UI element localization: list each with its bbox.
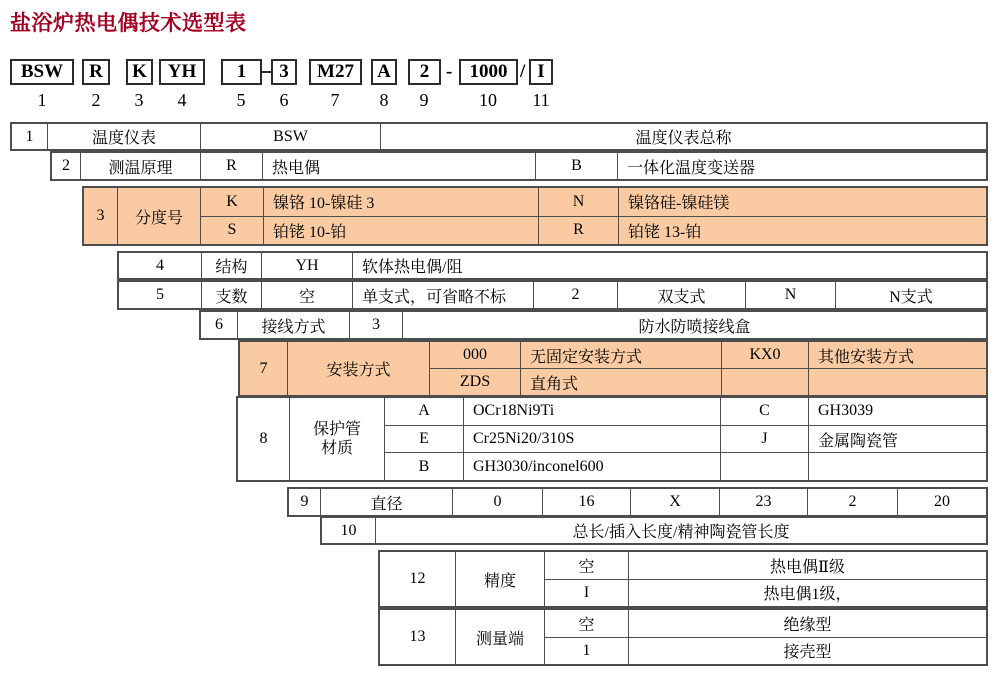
code-box-2: 2 — [408, 59, 441, 85]
row8-value-a: OCr18Ni9Ti — [463, 398, 720, 425]
row7-key-blank — [721, 369, 808, 395]
code-num-5: 5 — [236, 90, 246, 110]
row4-num: 4 — [156, 256, 164, 274]
row8-label: 保护管材质 — [289, 398, 384, 480]
row9-cell-5: 2 — [807, 489, 897, 515]
row5-key-empty: 空 — [261, 282, 352, 308]
row6-key-3: 3 — [349, 312, 402, 338]
row2-num: 2 — [62, 157, 70, 174]
row12-key-empty: 空 — [578, 558, 595, 576]
row8-key-a: A — [418, 402, 430, 420]
row7-value-blank — [808, 369, 986, 395]
code-connector-line — [262, 71, 271, 73]
row8-subrow-2 — [385, 425, 986, 453]
row6-num: 6 — [215, 316, 223, 333]
code-box-yh: YH — [159, 59, 205, 85]
code-box-bsw: BSW — [10, 59, 74, 85]
code-box-i: I — [529, 59, 553, 85]
row8-subrow-1 — [385, 398, 986, 425]
code-num-8: 8 — [379, 90, 389, 110]
row3-num: 3 — [96, 207, 105, 224]
table-row-10 — [320, 516, 988, 545]
row13-label: 测量端 — [455, 610, 544, 664]
row1-num: 1 — [25, 127, 34, 145]
row8-key-b: B — [418, 457, 430, 475]
row1-code: BSW — [200, 124, 380, 149]
row2-value-b: 一体化温度变送器 — [617, 153, 986, 179]
row13-key-empty: 空 — [578, 616, 595, 634]
code-num-9: 9 — [419, 90, 429, 110]
row5-value-n: N支式 — [835, 282, 986, 308]
code-num-4: 4 — [177, 90, 187, 110]
row13-value-grounded: 接壳型 — [628, 638, 986, 665]
row7-subrow-1 — [430, 342, 986, 368]
row3-key-k: K — [226, 192, 238, 210]
row6-label: 接线方式 — [237, 312, 349, 338]
row3-subrow-1 — [201, 188, 986, 216]
row4-key-yh: YH — [261, 253, 352, 278]
row7-key-000: 000 — [463, 346, 487, 363]
row4-value-yh: 软体热电偶/阻 — [352, 253, 986, 278]
row3-key-s: S — [227, 221, 237, 239]
row12-value-class2: 热电偶Ⅱ级 — [628, 552, 986, 579]
row5-key-2: 2 — [533, 282, 617, 308]
row7-value-kx0: 其他安装方式 — [808, 342, 986, 368]
row12-key-i: I — [583, 583, 590, 601]
row3-value-r2: 铂铑 13-铂 — [618, 217, 986, 245]
row12-subrow-1 — [545, 552, 986, 579]
row8-subrow-3 — [385, 452, 986, 480]
code-num-7: 7 — [330, 90, 340, 110]
table-row-7 — [238, 340, 988, 397]
row13-subrow-1 — [545, 610, 986, 637]
row3-subrow-2 — [201, 216, 986, 245]
row8-key-j: J — [720, 426, 808, 453]
row8-num: 8 — [259, 430, 268, 447]
row3-key-n: N — [538, 188, 618, 216]
row13-subrow-2 — [545, 637, 986, 665]
row9-cell-2: 16 — [542, 489, 630, 515]
row12-subrows — [544, 552, 986, 606]
code-slash: / — [520, 61, 526, 82]
row3-key-r2: R — [538, 217, 618, 245]
row8-value-e: Cr25Ni20/310S — [463, 426, 720, 453]
table-row-2 — [50, 151, 988, 181]
row2-key-b: B — [535, 153, 617, 179]
row9-label: 直径 — [320, 489, 452, 515]
code-num-6: 6 — [279, 90, 289, 110]
table-row-12 — [378, 550, 988, 608]
row3-subrows — [200, 188, 986, 244]
row8-key-c: C — [720, 398, 808, 425]
row3-value-s: 铂铑 10-铂 — [263, 217, 538, 245]
code-box-3: 3 — [271, 59, 297, 85]
row12-subrow-2 — [545, 579, 986, 607]
row9-num: 9 — [300, 493, 309, 510]
row7-value-zds: 直角式 — [520, 369, 721, 395]
row2-value-r: 热电偶 — [262, 153, 535, 179]
row7-label: 安装方式 — [287, 342, 429, 395]
code-num-2: 2 — [91, 90, 101, 110]
table-row-13 — [378, 608, 988, 666]
table-row-9 — [287, 487, 988, 517]
row5-label: 支数 — [201, 282, 261, 308]
row8-value-j: 金属陶瓷管 — [808, 426, 986, 453]
row3-value-n: 镍铬硅-镍硅镁 — [618, 188, 986, 216]
row10-label: 总长/插入长度/精神陶瓷管长度 — [375, 518, 986, 543]
code-num-3: 3 — [134, 90, 144, 110]
row5-num: 5 — [156, 286, 164, 303]
row8-subrows — [384, 398, 986, 480]
code-box-k: K — [126, 59, 153, 85]
row9-cell-4: 23 — [719, 489, 807, 515]
row13-num: 13 — [409, 628, 426, 645]
row10-num: 10 — [340, 521, 357, 539]
row1-label: 温度仪表 — [47, 124, 200, 149]
row6-value-3: 防水防喷接线盒 — [402, 312, 986, 338]
row7-key-kx0: KX0 — [721, 342, 808, 368]
code-num-1: 1 — [37, 90, 47, 110]
code-box-a: A — [371, 59, 397, 85]
row7-num: 7 — [259, 359, 268, 377]
row7-subrows — [429, 342, 986, 395]
row9-cell-1: 0 — [452, 489, 542, 515]
row13-value-insulated: 绝缘型 — [628, 610, 986, 637]
table-row-4 — [117, 251, 988, 280]
row8-key-blank — [720, 453, 808, 480]
code-box-1: 1 — [221, 59, 262, 85]
row5-value-double: 双支式 — [617, 282, 745, 308]
row12-label: 精度 — [455, 552, 544, 606]
row8-value-c: GH3039 — [808, 398, 986, 425]
row3-value-k: 镍铬 10-镍硅 3 — [263, 188, 538, 216]
code-num-11: 11 — [532, 90, 550, 110]
row3-label: 分度号 — [117, 188, 200, 244]
page-title: 盐浴炉热电偶技术选型表 — [10, 11, 247, 35]
row8-value-blank — [808, 453, 986, 480]
row13-key-1: 1 — [582, 641, 591, 659]
row7-key-zds: ZDS — [459, 373, 491, 390]
table-row-3 — [82, 186, 988, 246]
row4-label: 结构 — [201, 253, 261, 278]
row7-subrow-2 — [430, 368, 986, 395]
table-row-1 — [10, 122, 988, 151]
code-box-r: R — [82, 59, 110, 85]
code-box-1000: 1000 — [459, 59, 518, 85]
row5-value-single: 单支式，可省略不标 — [352, 282, 533, 308]
row7-value-000: 无固定安装方式 — [520, 342, 721, 368]
row9-cell-3: X — [630, 489, 719, 515]
row9-cell-6: 20 — [897, 489, 986, 515]
row12-num: 12 — [409, 570, 426, 587]
table-row-6 — [199, 310, 988, 340]
row12-value-class1: 热电偶1级， — [628, 580, 986, 607]
row5-key-n: N — [745, 282, 835, 308]
code-dash: - — [446, 61, 453, 82]
code-num-10: 10 — [479, 90, 497, 110]
table-row-8 — [236, 396, 988, 482]
row2-label: 测温原理 — [80, 153, 200, 179]
table-row-5 — [117, 280, 988, 310]
row13-subrows — [544, 610, 986, 664]
row2-key-r: R — [200, 153, 262, 179]
row8-value-b: GH3030/inconel600 — [463, 453, 720, 480]
row1-desc: 温度仪表总称 — [380, 124, 986, 149]
row8-key-e: E — [419, 430, 429, 447]
code-box-m27: M27 — [309, 59, 362, 85]
